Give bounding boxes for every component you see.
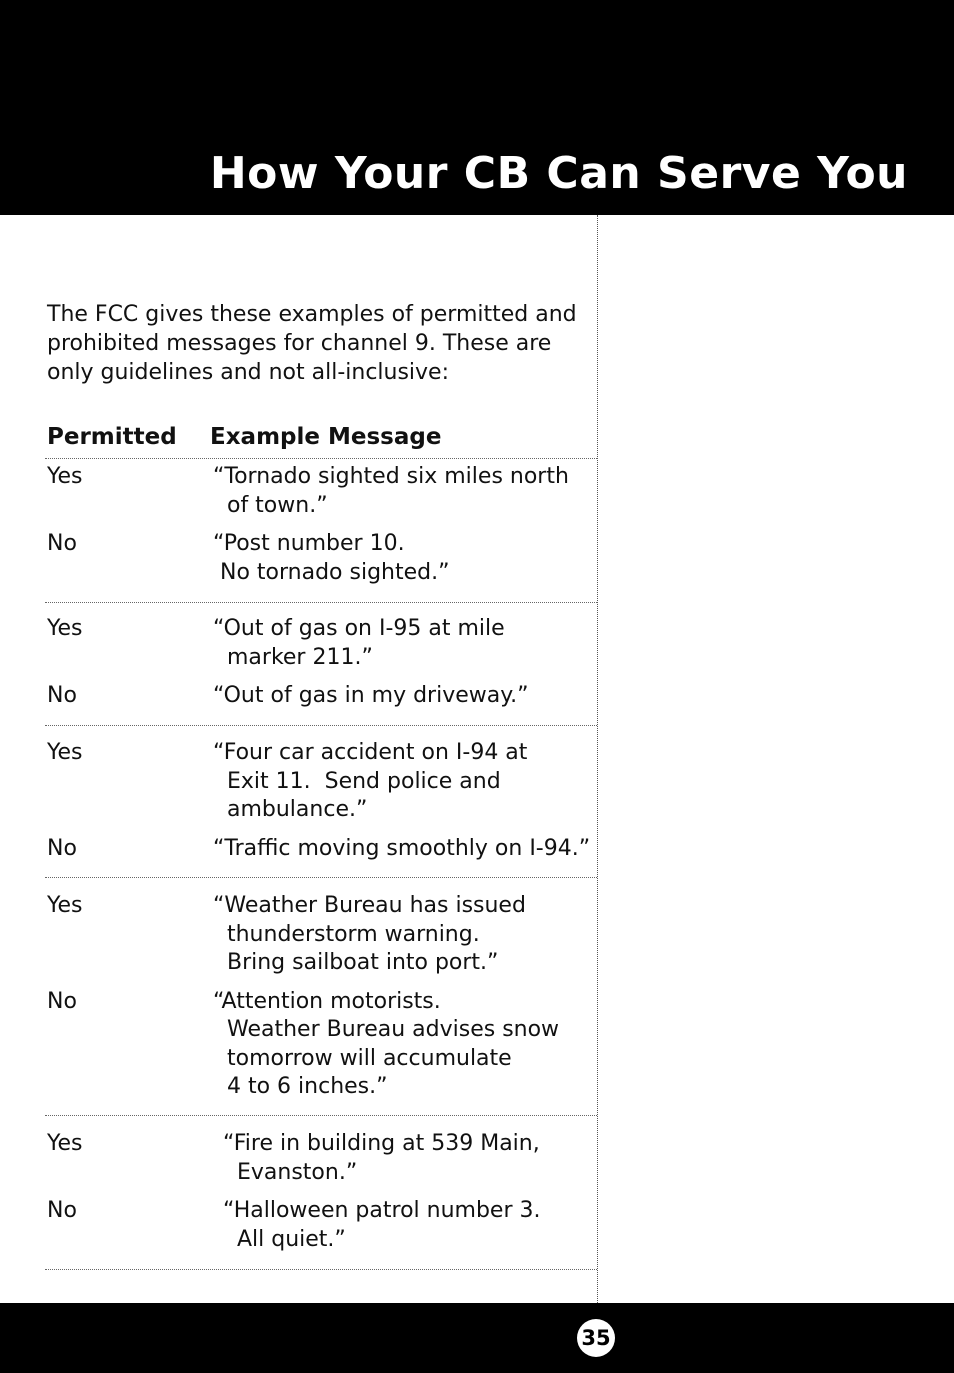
intro-line: prohibited messages for channel 9. These are <box>47 331 552 356</box>
table-separator <box>45 725 597 726</box>
column-header-example-message: Example Message <box>210 424 442 450</box>
permitted-cell: No <box>47 835 77 861</box>
message-cell: “Attention motorists. Weather Bureau advises snow tomorrow will accumulate 4 to 6 inches.” <box>213 988 560 1099</box>
page-title: How Your CB Can Serve You <box>209 148 908 199</box>
message-cell: “Tornado sighted six miles north of town.” <box>213 464 569 518</box>
message-cell: “Weather Bureau has issued thunderstorm warning. Bring sailboat into port.” <box>213 893 526 975</box>
table-separator <box>45 877 597 878</box>
permitted-cell: No <box>47 683 77 708</box>
permitted-cell: Yes <box>47 740 83 765</box>
message-cell: “Fire in building at 539 Main, Evanston.” <box>223 1131 540 1185</box>
intro-paragraph <box>47 300 587 387</box>
intro-line: The FCC gives these examples of permitted and <box>47 302 577 327</box>
header-bar <box>0 0 954 215</box>
table-separator <box>45 1269 597 1270</box>
table-separator <box>45 1115 597 1116</box>
table-separator <box>45 458 597 459</box>
message-cell: “Post number 10. No tornado sighted.” <box>213 531 450 585</box>
message-cell: “Four car accident on I-94 at Exit 11. Send police and ambulance.” <box>213 740 528 822</box>
permitted-cell: Yes <box>47 464 83 489</box>
permitted-cell: Yes <box>47 616 83 641</box>
message-cell: “Out of gas on I-95 at mile marker 211.” <box>213 616 505 670</box>
page-number-badge: 35 <box>577 1319 615 1357</box>
message-cell: “Halloween patrol number 3. All quiet.” <box>223 1198 541 1252</box>
permitted-cell: Yes <box>47 893 83 918</box>
intro-line: only guidelines and not all-inclusive: <box>47 360 450 385</box>
permitted-cell: No <box>47 531 77 556</box>
column-header-permitted: Permitted <box>47 424 177 450</box>
permitted-cell: No <box>47 1198 77 1223</box>
table-separator <box>45 602 597 603</box>
column-divider <box>597 215 598 1303</box>
permitted-cell: No <box>47 988 77 1014</box>
message-cell: “Traffic moving smoothly on I-94.” <box>213 835 591 861</box>
permitted-cell: Yes <box>47 1131 83 1156</box>
footer-bar <box>0 1303 954 1373</box>
message-cell: “Out of gas in my driveway.” <box>213 683 529 708</box>
